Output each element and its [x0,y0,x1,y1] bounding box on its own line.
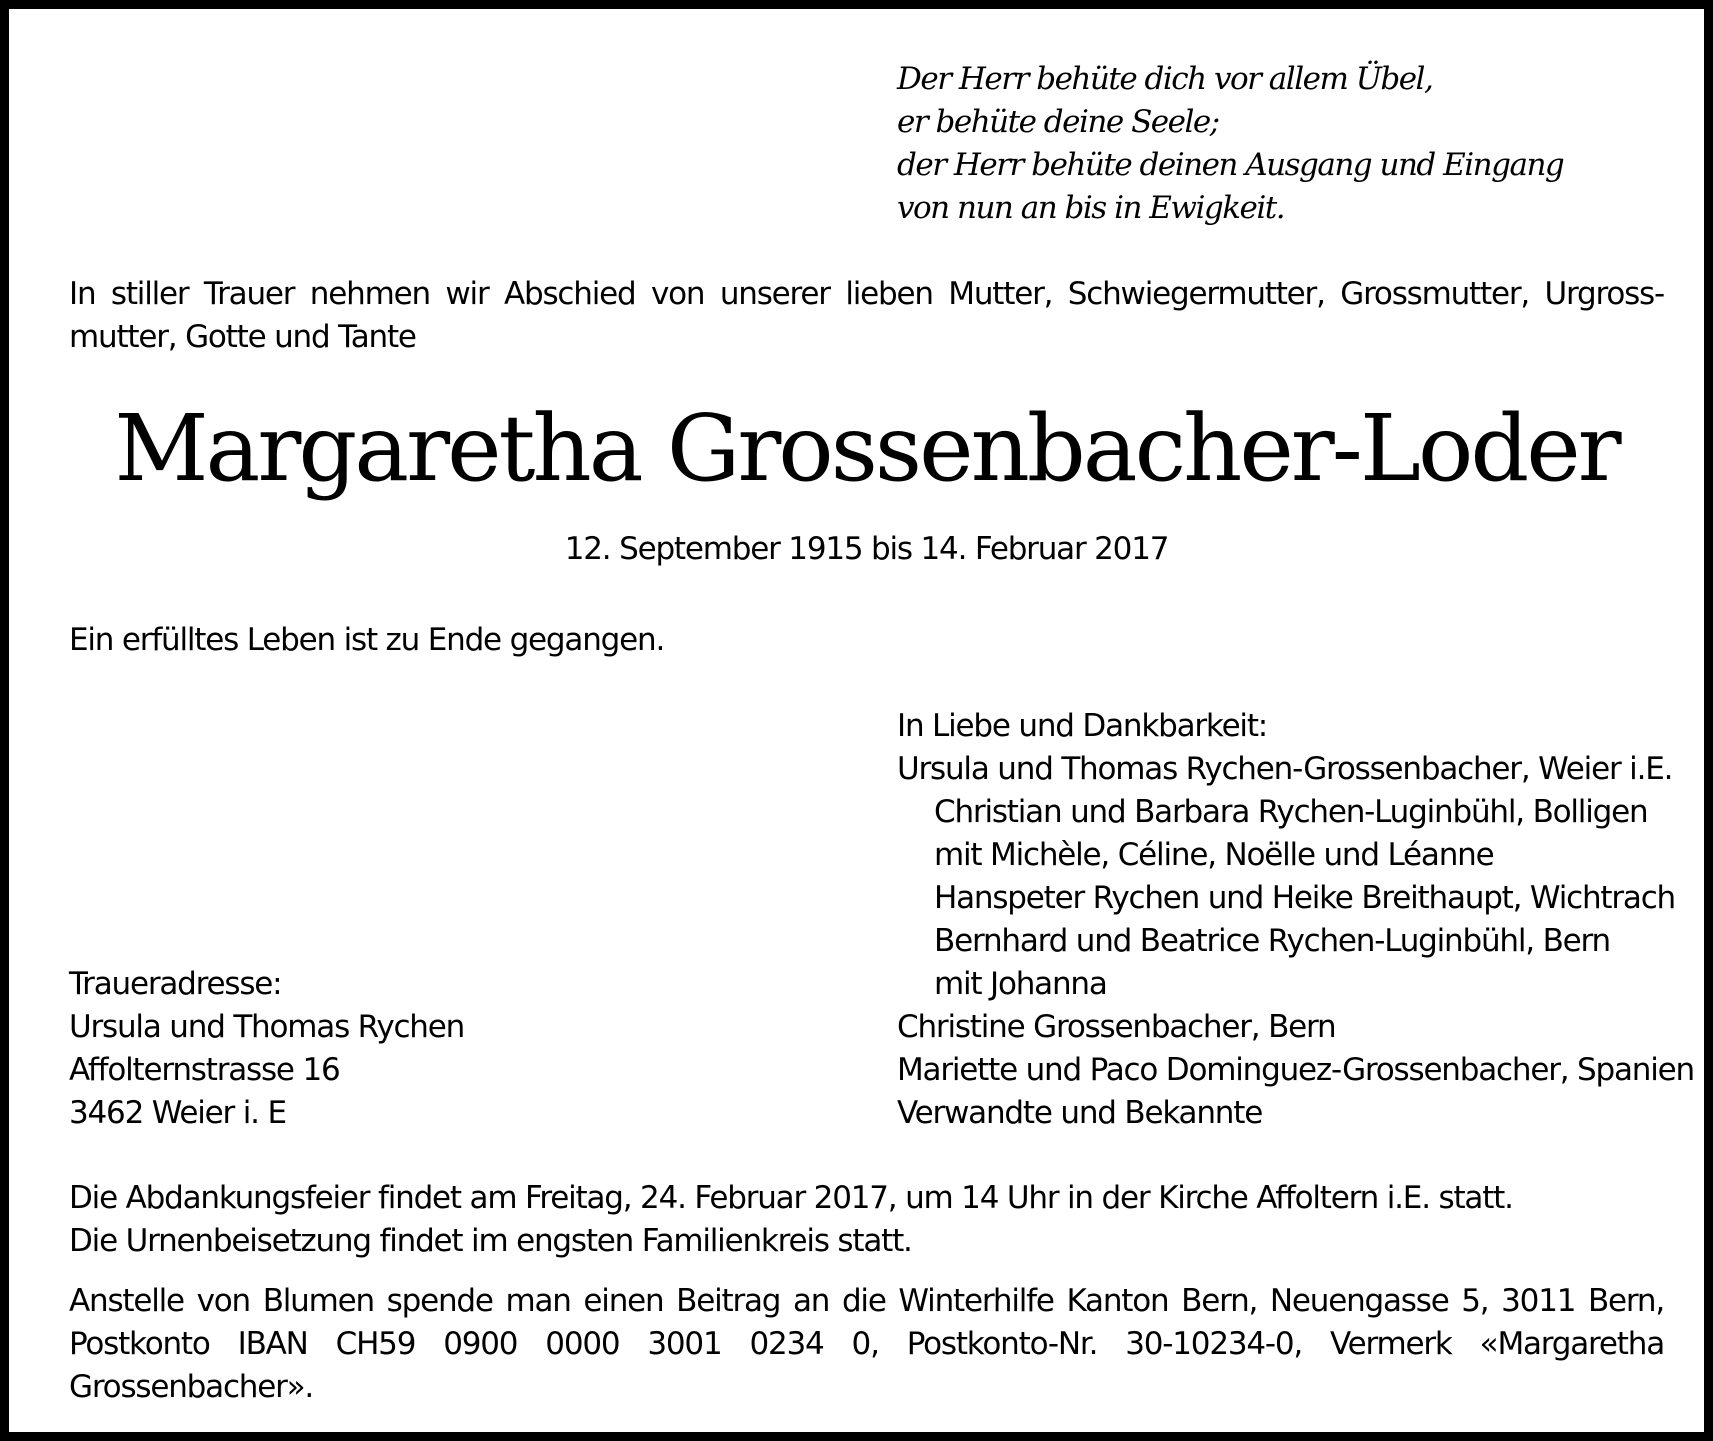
family-member: Christian und Barbara Rychen-Luginbühl, Bolligen [934,794,1648,830]
family-member: Ursula und Thomas Rychen-Grossenbacher, Weier i.E. [897,751,1673,787]
family-member: mit Michèle, Céline, Noëlle und Léanne [934,837,1494,873]
family-member: mit Johanna [934,966,1107,1002]
family-member: Christine Grossenbacher, Bern [897,1009,1336,1045]
intro-line: mutter, Gotte und Tante [69,319,416,355]
ceremony-line: Die Abdankungsfeier findet am Freitag, 24. Februar 2017, um 14 Uhr in der Kirche Affoltern i.E. statt. [69,1180,1513,1216]
verse-line: von nun an bis in Ewigkeit. [897,190,1285,226]
donation-line: Anstelle von Blumen spende man einen Beitrag an die Winterhilfe Kanton Bern, Neuengasse 5, 3011 Bern, [69,1283,1664,1319]
address-label: Traueradresse: [69,966,282,1002]
intro-line: In stiller Trauer nehmen wir Abschied von unserer lieben Mutter, Schwiegermutter, Grossmutter, Urgross- [69,276,1664,312]
verse-line: Der Herr behüte dich vor allem Übel, [897,61,1433,97]
verse-line: er behüte deine Seele; [897,104,1219,140]
address-line: Affolternstrasse 16 [69,1052,340,1088]
family-heading: In Liebe und Dankbarkeit: [897,708,1268,744]
family-member: Bernhard und Beatrice Rychen-Luginbühl, Bern [934,923,1610,959]
family-member: Verwandte und Bekannte [897,1095,1263,1131]
donation-line: Postkonto IBAN CH59 0900 0000 3001 0234 0, Postkonto-Nr. 30-10234-0, Vermerk «Margaretha [69,1326,1664,1362]
address-line: 3462 Weier i. E [69,1095,286,1131]
ceremony-line: Die Urnenbeisetzung findet im engsten Familienkreis statt. [69,1223,912,1259]
life-dates: 12. September 1915 bis 14. Februar 2017 [564,531,1169,567]
address-line: Ursula und Thomas Rychen [69,1009,465,1045]
family-member: Mariette und Paco Dominguez-Grossenbacher, Spanien [897,1052,1694,1088]
tribute-line: Ein erfülltes Leben ist zu Ende gegangen. [69,622,665,658]
family-member: Hanspeter Rychen und Heike Breithaupt, Wichtrach [934,880,1675,916]
deceased-name: Margaretha Grossenbacher-Loder [114,395,1619,502]
verse-line: der Herr behüte deinen Ausgang und Eingang [897,147,1564,183]
donation-line: Grossenbacher». [69,1369,314,1405]
